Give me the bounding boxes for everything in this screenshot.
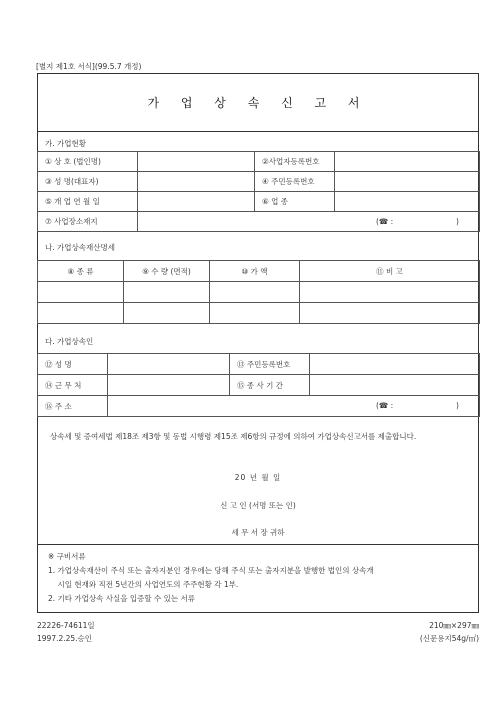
- heir-table: [37, 353, 480, 417]
- opening-date-field[interactable]: [138, 192, 255, 212]
- resident-reg-no-label: ④ 주민등록번호: [255, 172, 335, 192]
- business-type-field[interactable]: [335, 192, 480, 212]
- asset-type-header: ⑧ 종 류: [38, 261, 124, 282]
- date-line: 20 년 월 일: [234, 473, 282, 482]
- section-b-label: 나. 가업상속재산명세: [45, 243, 115, 252]
- asset-cell[interactable]: [124, 303, 210, 324]
- workplace-field[interactable]: [108, 375, 230, 396]
- form-title: 가 업 상 속 신 고 서: [38, 74, 478, 132]
- approval-date: 1997.2.25.승인: [37, 634, 93, 643]
- section-c-label: 다. 가업상속인: [45, 337, 94, 346]
- asset-value-header: ⑩ 가 액: [210, 261, 300, 282]
- form-code: 22226-74611일: [37, 621, 95, 630]
- business-type-label: ⑥ 업 종: [255, 192, 335, 212]
- paper-spec: (신문용지54g/㎡): [419, 634, 479, 643]
- heir-name-label: ⑫ 성 명: [38, 354, 108, 375]
- applicant-line: 신 고 인 (서명 또는 인): [220, 501, 296, 510]
- business-address-label: ⑦ 사업장소재지: [38, 212, 138, 232]
- asset-cell[interactable]: [300, 303, 480, 324]
- asset-cell[interactable]: [210, 303, 300, 324]
- asset-cell[interactable]: [38, 303, 124, 324]
- business-reg-no-label: ②사업자등록번호: [255, 152, 335, 172]
- heir-resident-no-label: ⑬ 주민등록번호: [230, 354, 310, 375]
- representative-name-label: ③ 성 명(대표자): [38, 172, 138, 192]
- notes-heading: ※ 구비서류: [48, 552, 86, 561]
- service-period-field[interactable]: [310, 375, 480, 396]
- representative-name-field[interactable]: [138, 172, 255, 192]
- resident-reg-no-field[interactable]: [335, 172, 480, 192]
- heir-phone-label: (☎ :: [376, 401, 394, 410]
- asset-cell[interactable]: [210, 282, 300, 303]
- declaration-statement: 상속세 및 증여세법 제18조 제3항 및 동법 시행령 제15조 제6항의 규정에 의하여 가업상속신고서를 제출합니다.: [50, 432, 417, 441]
- asset-remarks-header: ⑪ 비 고: [300, 261, 480, 282]
- asset-cell[interactable]: [124, 282, 210, 303]
- form-reference-note: [별지 제1호 서식](99.5.7 개정): [36, 62, 142, 71]
- trade-name-label: ① 상 호 (법인명): [38, 152, 138, 172]
- heir-name-field[interactable]: [108, 354, 230, 375]
- workplace-label: ⑭ 근 무 처: [38, 375, 108, 396]
- asset-quantity-header: ⑨ 수 량 (면적): [124, 261, 210, 282]
- notes-item-1b: 시일 현재와 직전 5년간의 사업연도의 주주현황 각 1부.: [48, 580, 239, 589]
- business-address-field[interactable]: [138, 212, 480, 232]
- heir-phone-close: ): [456, 401, 459, 410]
- phone-close: ): [456, 217, 459, 226]
- section-a-label: 가. 가업현황: [45, 139, 86, 148]
- declaration-form: [37, 73, 479, 613]
- notes-item-1a: 1. 가업상속재산이 주식 또는 출자지분인 경우에는 당해 주식 또는 출자지분을 발행한 법인의 상속개: [48, 566, 374, 575]
- asset-cell[interactable]: [38, 282, 124, 303]
- business-status-table: [37, 151, 480, 232]
- phone-label: (☎ :: [376, 217, 394, 226]
- service-period-label: ⑮ 종 사 기 간: [230, 375, 310, 396]
- opening-date-label: ⑤ 개 업 연 월 일: [38, 192, 138, 212]
- heir-address-field[interactable]: [108, 396, 480, 417]
- paper-size: 210㎜×297㎜: [429, 621, 479, 630]
- asset-cell[interactable]: [300, 282, 480, 303]
- recipient-line: 세 무 서 장 귀하: [231, 528, 285, 537]
- business-reg-no-field[interactable]: [335, 152, 480, 172]
- trade-name-field[interactable]: [138, 152, 255, 172]
- heir-address-label: ⑯ 주 소: [38, 396, 108, 417]
- required-documents: [48, 550, 374, 606]
- heir-resident-no-field[interactable]: [310, 354, 480, 375]
- notes-item-2: 2. 기타 가업상속 사실을 입증할 수 있는 서류: [48, 594, 196, 603]
- inherited-assets-table: [37, 260, 480, 324]
